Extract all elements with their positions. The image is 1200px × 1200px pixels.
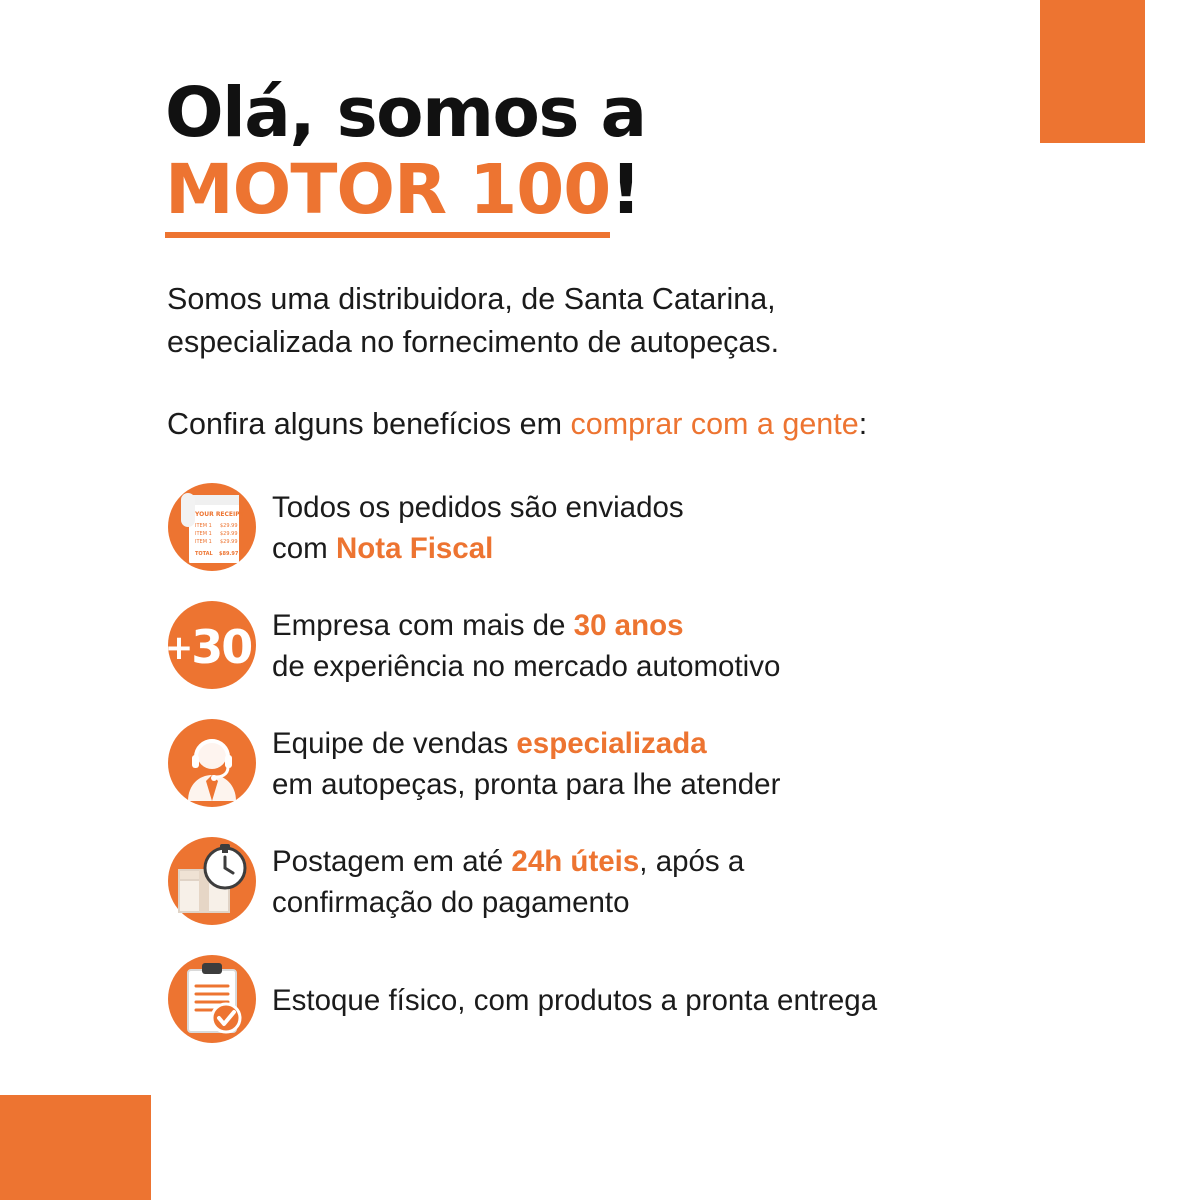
benefit-4-line-1 [272,842,744,883]
benefit-4-line-2: confirmação do pagamento [272,886,630,919]
headline-block [165,73,1065,231]
clipboard-check-icon [160,949,264,1053]
benefit-1-line-2 [272,529,684,570]
headline-line-1: Olá, somos a [165,73,646,153]
headline-exclamation: ! [610,150,641,231]
benefit-4-line-1-prefix: Postagem em até [272,845,512,879]
benefit-3-line-1 [272,724,780,765]
svg-text:$29.99: $29.99 [220,531,238,537]
benefit-2-line-1-accent: 30 anos [573,609,684,643]
intro-block [167,278,1087,446]
svg-text:ITEM 1: ITEM 1 [195,531,212,537]
intro-paragraph-2-prefix: Confira alguns benefícios em [167,406,571,441]
benefit-3-line-1-accent: especializada [516,727,707,761]
benefit-1-line-1: Todos os pedidos são enviados [272,491,684,525]
list-item-text [264,488,684,569]
intro-paragraph-2 [167,403,1087,446]
headset-agent-icon [160,713,264,817]
intro-paragraph-1-line-1: Somos uma distribuidora, de Santa Catarina, [167,282,776,316]
receipt-icon-glyph [175,489,249,569]
svg-text:$29.99: $29.99 [220,523,238,529]
headset-agent-icon-glyph [168,721,256,809]
svg-text:ITEM 1: ITEM 1 [195,539,212,545]
benefit-5-line-1: Estoque físico, com produtos a pronta entrega [272,983,878,1017]
brand-name: MOTOR 100 [165,150,610,238]
list-item-text [264,981,877,1022]
list-item-text [264,606,780,687]
benefit-2-line-1 [272,606,780,647]
list-item [160,942,1170,1060]
intro-paragraph-1 [167,278,1087,365]
intro-paragraph-2-accent: comprar com a gente [570,406,859,441]
benefit-4-line-1-accent: 24h úteis [511,845,640,879]
svg-text:$29.99: $29.99 [220,539,238,545]
benefit-4-line-1-suffix: , após a [639,845,745,879]
intro-paragraph-1-line-2: especializada no fornecimento de autopeças. [167,325,780,360]
benefit-1-line-2-accent: Nota Fiscal [335,532,494,565]
benefit-1-line-2-prefix: com [272,532,336,565]
plus-thirty-label [164,620,252,674]
benefit-3-line-2: em autopeças, pronta para lhe atender [272,768,781,801]
clipboard-check-icon-glyph [172,958,252,1044]
benefits-list [160,470,1170,1060]
headline-line-2 [165,150,1065,231]
list-item-text [264,724,780,805]
svg-text:$89.97: $89.97 [219,551,239,557]
plus-sign: + [164,628,192,668]
list-item-text [264,842,744,923]
list-item [160,824,1170,942]
benefit-2-line-2: de experiência no mercado automotivo [272,650,781,683]
list-item [160,588,1170,706]
list-item [160,706,1170,824]
box-stopwatch-icon-glyph [167,838,257,928]
decorative-square-bottom-left [0,1095,151,1200]
svg-text:TOTAL: TOTAL [195,551,213,557]
plus-thirty-badge-icon [160,595,264,699]
intro-paragraph-2-suffix: : [858,406,868,441]
svg-text:ITEM 1: ITEM 1 [195,523,212,529]
svg-text:YOUR RECEIPT: YOUR RECEIPT [195,511,244,518]
benefit-2-line-1-prefix: Empresa com mais de [272,609,574,643]
thirty-number: 30 [191,620,252,674]
receipt-icon [160,477,264,581]
benefit-3-line-1-prefix: Equipe de vendas [272,727,517,761]
box-stopwatch-icon [160,831,264,935]
list-item [160,470,1170,588]
